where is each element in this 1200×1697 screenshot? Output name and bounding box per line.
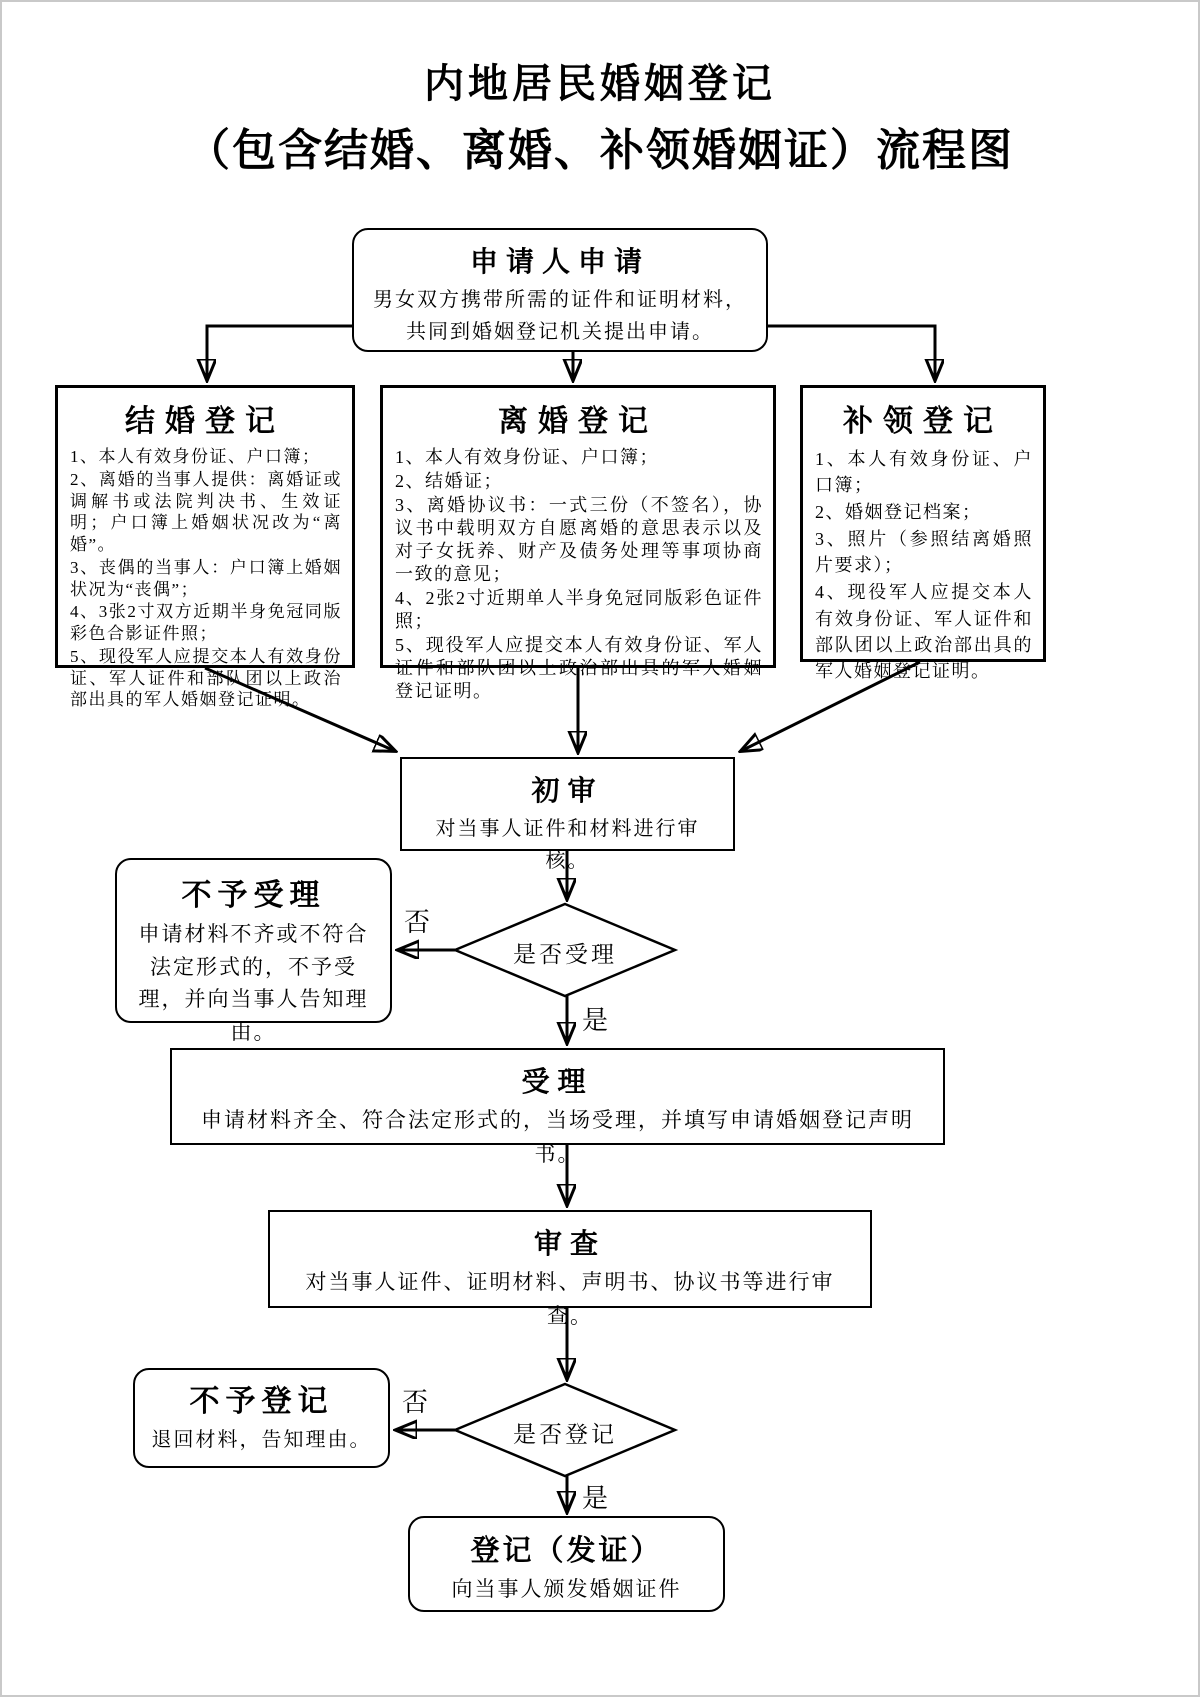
page-title: 内地居民婚姻登记 — [424, 62, 776, 106]
node-apply-body: 男女双方携带所需的证件和证明材料，共同到婚姻登记机关提出申请。 — [373, 289, 747, 343]
node-reissue-registration — [800, 385, 1046, 681]
node-divorce-requirements — [383, 440, 773, 703]
node-divorce-registration — [380, 385, 776, 702]
divorce-item: 4、2张2寸近期单人半身免冠同版彩色证件照； — [395, 588, 763, 632]
node-apply — [352, 228, 768, 352]
node-examine-body: 对当事人证件、证明材料、声明书、协议书等进行审查。 — [305, 1270, 835, 1328]
divorce-item: 1、本人有效身份证、户口簿； — [395, 447, 659, 467]
edge-label-register-no: 否 — [402, 1388, 429, 1417]
reissue-item: 4、现役军人应提交本人有效身份证、军人证件和部队团以上政治部出具的军人婚姻登记证明。 — [815, 582, 1033, 681]
marriage-item: 3、丧偶的当事人：户口簿上婚姻状况为“丧偶”； — [70, 557, 342, 599]
reissue-item: 2、婚姻登记档案； — [815, 502, 982, 523]
edge-label-accept-no: 否 — [404, 908, 431, 937]
node-first-review-body: 对当事人证件和材料进行审核。 — [435, 818, 700, 872]
node-accept-body: 申请材料齐全、符合法定形式的，当场受理，并填写申请婚姻登记声明书。 — [201, 1108, 914, 1166]
divorce-item: 5、现役军人应提交本人有效身份证、军人证件和部队团以上政治部出具的军人婚姻登记证明。 — [395, 635, 763, 702]
edge-label-register-yes: 是 — [582, 1484, 609, 1513]
node-marriage-title: 结婚登记 — [125, 405, 285, 438]
reissue-item: 3、照片（参照结离婚照片要求）； — [815, 529, 1033, 576]
node-reject-registration-body: 退回材料，告知理由。 — [151, 1429, 372, 1451]
node-reject-acceptance — [115, 858, 392, 1044]
arrow-apply-to-reissue — [768, 326, 935, 380]
node-reject-registration-title: 不予登记 — [189, 1385, 334, 1418]
arrow-apply-to-marriage — [207, 326, 352, 380]
node-first-review-title: 初审 — [531, 775, 604, 806]
node-accept-title: 受理 — [521, 1066, 594, 1097]
divorce-item: 2、结婚证； — [395, 471, 503, 492]
node-accept — [170, 1048, 945, 1166]
node-register-issue-body: 向当事人颁发婚姻证件 — [451, 1577, 682, 1601]
marriage-item: 1、本人有效身份证、户口簿； — [70, 447, 321, 466]
node-marriage-registration — [55, 385, 355, 710]
node-apply-title: 申请人申请 — [469, 246, 650, 277]
marriage-item: 2、离婚的当事人提供：离婚证或调解书或法院判决书、生效证明；户口簿上婚姻状况改为“离婚”。 — [70, 469, 342, 554]
node-reissue-title: 补领登记 — [843, 405, 1003, 438]
node-first-review — [400, 757, 735, 872]
divorce-item: 3、离婚协议书：一式三份（不签名），协议书中载明双方自愿离婚的意思表示以及对子女抚养、财产及债务处理等事项协商一致的意见； — [395, 495, 763, 585]
node-divorce-title: 离婚登记 — [498, 405, 658, 438]
reissue-item: 1、本人有效身份证、户口簿； — [815, 449, 1033, 496]
node-reject-acceptance-body: 申请材料不齐或不符合法定形式的，不予受理，并向当事人告知理由。 — [138, 922, 369, 1044]
node-reissue-requirements — [803, 440, 1043, 684]
node-reject-registration — [133, 1368, 390, 1468]
decision-register-label: 是否登记 — [513, 1422, 617, 1447]
node-marriage-requirements — [58, 440, 352, 711]
marriage-item: 5、现役军人应提交本人有效身份证、军人证件和部队团以上政治部出具的军人婚姻登记证明。 — [70, 646, 342, 710]
decision-accept-label: 是否受理 — [513, 942, 617, 967]
edge-label-accept-yes: 是 — [582, 1006, 609, 1035]
node-examine-title: 审查 — [533, 1228, 606, 1259]
node-reject-acceptance-title: 不予受理 — [181, 879, 326, 912]
node-register-issue-title: 登记（发证） — [470, 1535, 663, 1567]
node-examine — [268, 1210, 872, 1328]
page-subtitle: （包含结婚、离婚、补领婚姻证）流程图 — [186, 126, 1014, 175]
marriage-item: 4、3张2寸双方近期半身免冠同版彩色合影证件照； — [70, 602, 342, 643]
node-register-issue — [408, 1516, 725, 1612]
